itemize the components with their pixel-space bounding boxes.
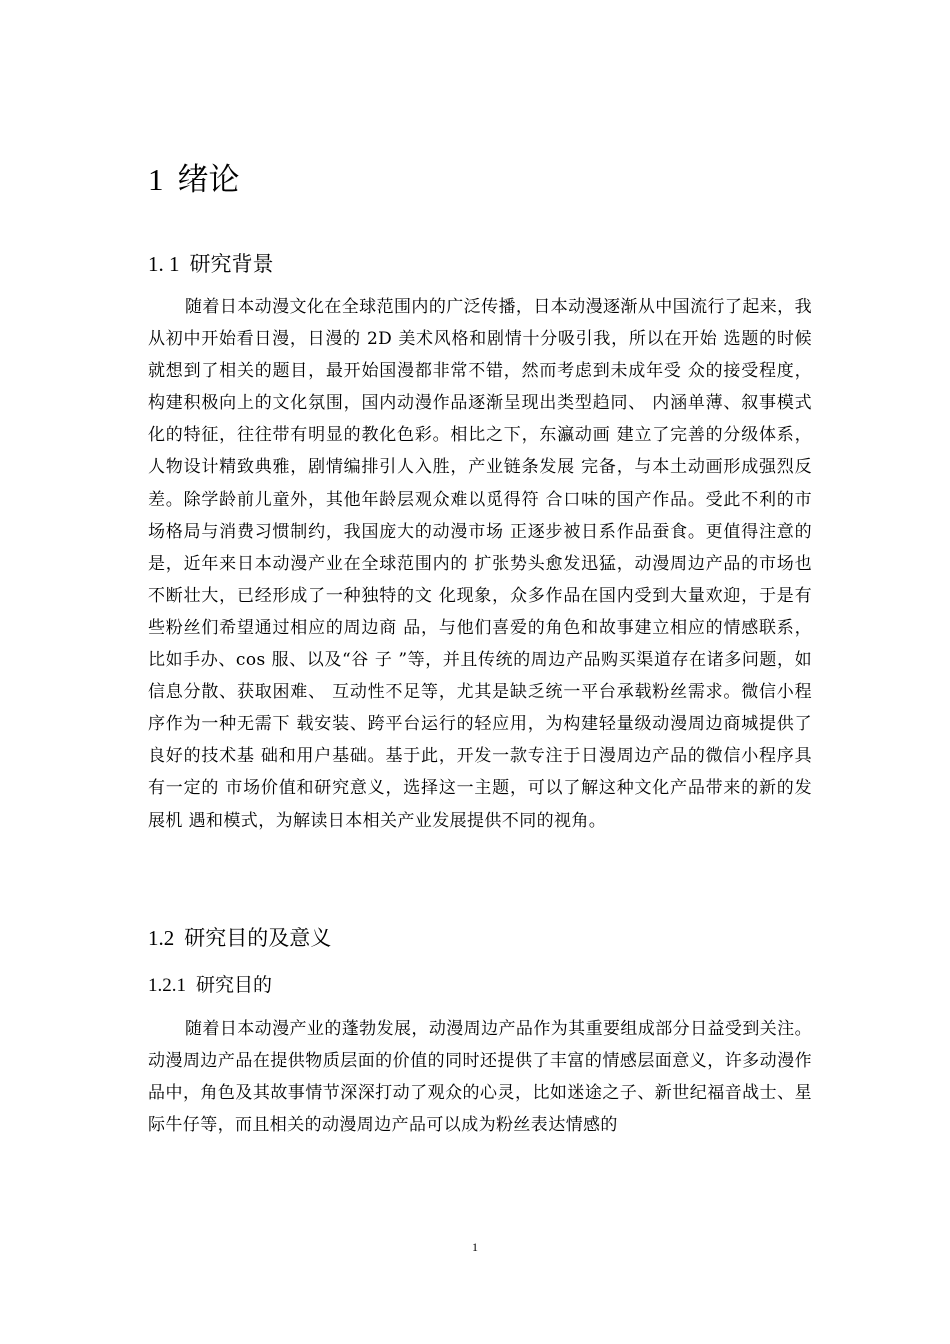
section-title: 研究背景 — [189, 252, 274, 276]
section-title: 研究目的及意义 — [184, 926, 332, 950]
section-number: 1. 1 — [148, 252, 180, 276]
section-heading-1-2 — [148, 923, 331, 953]
page-number: 1 — [472, 1240, 478, 1254]
subsection-heading-1-2-1 — [148, 971, 272, 1000]
section-heading-1-1 — [148, 249, 274, 279]
body-paragraph-purpose: 随着日本动漫产业的蓬勃发展，动漫周边产品作为其重要组成部分日益受到关注。动漫周边产品在提供物质层面的价值的同时还提供了丰富的情感层面意义，许多动漫作品中，角色及其故事情节深深打动了观众的心灵，比如迷途之子、新世纪福音战士、星际牛仔等，而且相关的动漫周边产品可以成为粉丝表达情感的 — [148, 1019, 812, 1136]
chapter-title: 绪论 — [177, 162, 240, 198]
section-number: 1.2 — [148, 926, 175, 950]
subsection-title: 研究目的 — [196, 974, 273, 996]
chapter-heading — [148, 158, 240, 202]
subsection-number: 1.2.1 — [148, 975, 186, 996]
chapter-number: 1 — [148, 162, 164, 197]
body-paragraph-background: 随着日本动漫文化在全球范围内的广泛传播，日本动漫逐渐从中国流行了起来，我从初中开始看日漫，日漫的 2D 美术风格和剧情十分吸引我，所以在开始 选题的时候就想到了相关的题目，最开始国漫都非常不错，然而考虑到未成年受 众的接受程度，构建积极向上的文化氛围，国内动漫作品逐渐呈现出类型趋同、 内涵单薄、叙事模式化的特征，往往带有明显的教化色彩。相比之下，东瀛动画 建立了完善的分级体系，人物设计精致典雅，剧情编排引人入胜，产业链条发展 完备，与本土动画形成强烈反差。除学龄前儿童外，其他年龄层观众难以觅得符 合口味的国产作品。受此不利的市场格局与消费习惯制约，我国庞大的动漫市场 正逐步被日系作品蚕食。更值得注意的是，近年来日本动漫产业在全球范围内的 扩张势头愈发迅猛，动漫周边产品的市场也不断壮大，已经形成了一种独特的文 化现象，众多作品在国内受到大量欢迎，于是有些粉丝们希望通过相应的周边商 品，与他们喜爱的角色和故事建立相应的情感联系，比如手办、cos 服、以及“谷 子 ”等，并且传统的周边产品购买渠道存在诸多问题，如信息分散、获取困难、 互动性不足等，尤其是缺乏统一平台承载粉丝需求。微信小程序作为一种无需下 载安装、跨平台运行的轻应用，为构建轻量级动漫周边商城提供了良好的技术基 础和用户基础。基于此，开发一款专注于日漫周边产品的微信小程序具有一定的 市场价值和研究意义，选择这一主题，可以了解这种文化产品带来的新的发展机 遇和模式，为解读日本相关产业发展提供不同的视角。 — [148, 297, 812, 831]
